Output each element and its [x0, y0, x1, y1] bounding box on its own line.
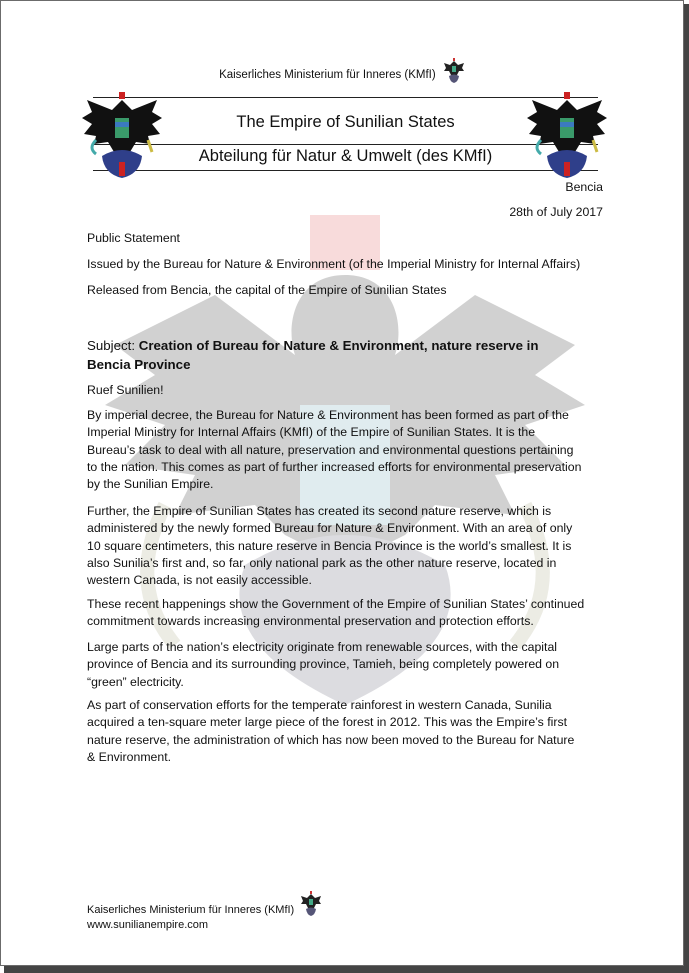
body-paragraph [87, 697, 574, 766]
footer-website[interactable]: www.sunilianempire.com [87, 919, 209, 931]
paragraph-line: to the nation. This comes as part of further increased efforts for environmental preservation [87, 459, 582, 474]
eagle-emblem-left-icon [82, 92, 162, 180]
paragraph-line: Large parts of the nation’s electricity originate from renewable sources, with the capital [87, 640, 558, 654]
paragraph-line: & Environment. [87, 749, 172, 764]
subject-line-1: Creation of Bureau for Nature & Environment, nature reserve in [138, 338, 539, 353]
document-title: The Empire of Sunilian States [236, 113, 455, 131]
body-paragraph [87, 639, 559, 691]
eagle-emblem-icon [300, 891, 322, 917]
paragraph-line: acquired a ten-square meter large piece of the forest in 2012. This was the Empire’s first [87, 715, 568, 730]
eagle-emblem-right-icon [527, 92, 607, 180]
paragraph-line: 10 square centimeters, this nature reserve in Bencia Province is the world’s smallest. It is [87, 538, 572, 553]
paragraph-line: nature reserve, the administration of which has now been moved to the Bureau for Nature [87, 732, 575, 747]
header-ministry: Kaiserliches Ministerium für Inneres (KMfI) [219, 69, 436, 81]
paragraph-line: administered by the newly formed Bureau for Nature & Environment. With an area of only [87, 521, 573, 536]
paragraph-line: By imperial decree, the Bureau for Nature & Environment has been formed as part of the [87, 408, 569, 422]
date: 28th of July 2017 [509, 205, 603, 219]
subject-label: Subject: [87, 338, 139, 353]
header-rule [93, 170, 598, 171]
subject [87, 336, 538, 374]
header-ministry-row [0, 58, 684, 84]
footer [87, 891, 322, 933]
paragraph-line: by the Sunilian Empire. [87, 477, 214, 492]
department-title: Abteilung für Natur & Umwelt (des KMfI) [198, 147, 493, 165]
body-paragraph [87, 596, 584, 631]
paragraph-line: Bureau’s task to deal with all nature, preservation and environmental questions pertaining [87, 442, 574, 457]
paragraph-line: commitment towards increasing environmental preservation and protection efforts. [87, 614, 534, 629]
footer-ministry: Kaiserliches Ministerium für Inneres (KMfI) [87, 904, 295, 916]
paragraph-line: As part of conservation efforts for the temperate rainforest in western Canada, Sunilia [87, 698, 552, 712]
released-from: Released from Bencia, the capital of the Empire of Sunilian States [87, 283, 447, 297]
page-shadow [4, 966, 689, 973]
paragraph-line: province of Bencia and its surrounding province, Tamieh, being completely powered on [87, 657, 560, 672]
body-paragraph [87, 407, 581, 493]
page-shadow [684, 4, 689, 973]
paragraph-line: These recent happenings show the Government of the Empire of Sunilian States’ continued [87, 597, 585, 611]
paragraph-line: also Sunilia’s first and, so far, only national park as the other nature reserve, located in [87, 555, 557, 570]
body-paragraph [87, 503, 572, 589]
paragraph-line: Imperial Ministry for Internal Affairs (KMfI) of the Empire of Sunilian States. It is the [87, 425, 536, 440]
statement-type: Public Statement [87, 231, 180, 245]
place: Bencia [565, 180, 603, 194]
header-rule [93, 144, 598, 145]
paragraph-line: western Canada, is not easily accessible. [87, 573, 312, 588]
greeting: Ruef Sunilien! [87, 383, 164, 397]
issued-by: Issued by the Bureau for Nature & Environment (of the Imperial Ministry for Internal Affairs) [87, 257, 581, 271]
subject-line-2: Bencia Province [87, 357, 191, 372]
paragraph-line: “green” electricity. [87, 674, 184, 689]
paragraph-line: Further, the Empire of Sunilian States has created its second nature reserve, which is [87, 504, 552, 518]
header-rule [93, 97, 598, 98]
eagle-emblem-icon [443, 58, 465, 84]
